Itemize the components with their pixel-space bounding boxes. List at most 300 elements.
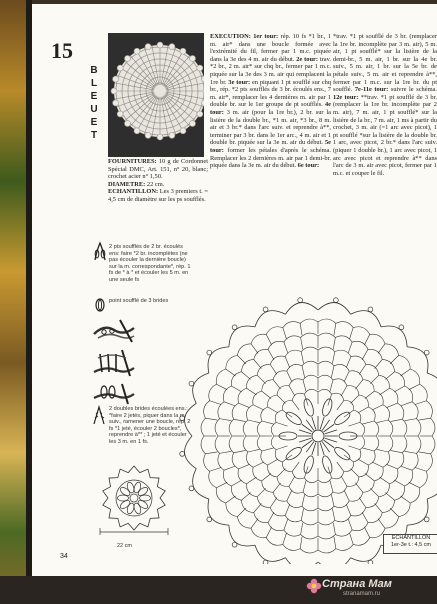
chart-chain-arc: [304, 478, 318, 483]
chart-stitch-post: [344, 410, 354, 417]
chart-stitch-post: [224, 466, 235, 470]
chart-chain-arc: [318, 333, 335, 337]
chart-stitch-post: [283, 533, 287, 544]
chart-chain-arc: [251, 334, 266, 344]
chart-outer-scallop: [255, 311, 285, 327]
chart-stitch-post: [344, 455, 354, 462]
chart-puff-stitch: [284, 410, 303, 427]
doily-photo: [108, 33, 204, 157]
chart-stitch-post: [333, 523, 335, 535]
chart-stitch-post: [273, 483, 280, 492]
chart-chain-arc: [302, 361, 318, 366]
round-5-label: 5e tour:: [210, 139, 331, 154]
chart-stitch-post: [216, 482, 227, 487]
chart-stitch-post: [409, 482, 420, 487]
chart-puff-stitch: [321, 455, 334, 475]
stitch-hand-illustration-1: [92, 316, 136, 346]
chart-chain-arc: [370, 334, 385, 344]
chart-stitch-post: [231, 386, 241, 392]
chart-chain-arc: [271, 422, 276, 436]
sample-value: Les 3 premiers t. = 4,5 cm de diamètre sur les ps soufflés.: [108, 188, 208, 203]
chart-stitch-post: [378, 519, 385, 529]
chart-picot: [399, 325, 404, 330]
chart-picot: [368, 560, 373, 564]
chart-picot: [180, 451, 185, 456]
chart-stitch-post: [266, 527, 271, 538]
chart-chain-arc: [302, 506, 318, 511]
chart-stitch-post: [415, 401, 426, 405]
chart-stitch-post: [224, 402, 235, 406]
chart-stitch-post: [246, 477, 256, 484]
chart-chain-arc: [402, 419, 407, 436]
chart-stitch-post: [300, 537, 302, 549]
small-diagram-outline: [103, 466, 165, 530]
doily-photo-picot: [180, 128, 186, 134]
chart-stitch-post: [350, 328, 354, 339]
chart-stitch-post: [405, 451, 417, 453]
chart-stitch-post: [262, 391, 271, 398]
chart-stitch-post: [237, 508, 245, 516]
chart-stitch-post: [401, 369, 411, 376]
chart-stitch-post: [210, 468, 221, 472]
chart-stitch-post: [419, 452, 431, 454]
chart-chain-arc: [420, 471, 428, 488]
chart-stitch-post: [276, 446, 287, 450]
legend-item-puff: point soufflé de 3 brides: [109, 298, 169, 304]
chart-chain-arc: [431, 436, 435, 454]
chart-stitch-post: [332, 509, 334, 521]
chart-outer-scallop: [185, 403, 197, 436]
chart-outer-scallop: [185, 436, 197, 469]
chart-stitch-post: [337, 400, 344, 410]
chart-stitch-post: [348, 422, 359, 426]
small-doily-outline-diagram: [96, 462, 172, 536]
chart-chain-arc: [237, 344, 251, 356]
chart-stitch-post: [332, 352, 334, 364]
small-diagram-ring: [116, 480, 152, 516]
round-3-label: 3e tour:: [228, 78, 251, 86]
chart-chain-arc: [201, 418, 205, 436]
watermark-brand: Страна Мам: [322, 578, 392, 590]
chart-stitch-post: [268, 349, 274, 359]
chart-stitch-post: [385, 372, 394, 380]
chart-chain-arc: [374, 421, 379, 436]
chart-chain-arc: [416, 436, 420, 453]
doily-photo-picot: [117, 111, 123, 117]
chart-chain-arc: [229, 419, 234, 436]
chart-stitch-post: [341, 476, 347, 486]
chart-stitch-post: [254, 359, 262, 368]
chart-picot: [207, 517, 212, 522]
title-letter: B: [90, 65, 98, 76]
chart-chain-arc: [374, 436, 379, 451]
chart-chain-arc: [318, 506, 334, 511]
chart-picot: [298, 298, 303, 303]
chart-stitch-post: [241, 493, 250, 501]
title-letter: U: [90, 104, 98, 115]
doily-photo-picot: [124, 121, 130, 127]
chart-picot: [232, 542, 237, 547]
chart-picot: [207, 350, 212, 355]
chart-stitch-post: [246, 388, 256, 395]
chart-stitch-post: [239, 464, 250, 469]
page-number: 34: [60, 553, 68, 560]
chart-stitch-post: [401, 466, 412, 470]
chart-chain-arc: [353, 538, 370, 546]
chart-stitch-post: [350, 533, 354, 544]
chart-stitch-post: [270, 498, 277, 508]
chart-chain-arc: [301, 347, 318, 352]
chart-stitch-post: [237, 355, 245, 363]
chart-stitch-post: [248, 449, 260, 452]
round-4-label: 4e tour:: [210, 101, 331, 116]
chart-stitch-post: [257, 375, 265, 383]
diameter-value: 22 cm.: [145, 180, 165, 188]
materials-value: 10 g de Cordonnet Spécial DMC, Art. 151, n° 20, blanc; crochet acier n° 1,50.: [108, 158, 208, 181]
chart-stitch-post: [351, 395, 359, 403]
chart-stitch-post: [282, 455, 292, 462]
instructions-column-2: [333, 33, 437, 248]
doily-photo-picot: [190, 55, 196, 61]
chart-stitch-post: [377, 420, 389, 423]
doily-photo-picot: [113, 100, 119, 106]
small-diagram-center: [130, 494, 138, 502]
chart-stitch-post: [346, 357, 351, 368]
chart-stitch-post: [391, 450, 403, 452]
chart-chain-arc: [285, 350, 301, 356]
flower-photo-strip: [0, 0, 26, 604]
chart-stitch-post: [268, 459, 278, 465]
chart-stitch-post: [364, 527, 369, 538]
chart-stitch-post: [257, 488, 265, 496]
doily-photo-picot: [145, 44, 151, 50]
chart-stitch-post: [284, 342, 288, 353]
doily-photo-picot: [169, 132, 175, 138]
chart-outer-scallop: [318, 303, 351, 315]
chart-picot: [263, 307, 268, 312]
chart-stitch-post: [394, 386, 404, 392]
chart-chain-arc: [416, 419, 420, 436]
chart-stitch-post: [251, 519, 258, 529]
chart-chain-arc: [335, 515, 351, 521]
chart-stitch-post: [385, 493, 394, 501]
chart-chain-arc: [385, 344, 399, 356]
chart-stitch-post: [268, 407, 278, 413]
chart-stitch-ray: [325, 438, 337, 442]
doily-photo-picot: [124, 55, 130, 61]
chart-chain-arc: [388, 420, 393, 436]
chart-stitch-post: [234, 419, 246, 421]
chart-stitch-ray: [299, 438, 311, 442]
chart-outer-scallop: [193, 469, 209, 499]
chart-chain-arc: [304, 389, 318, 394]
execution-label: EXECUTION: 1er tour:: [210, 33, 279, 40]
round-7-11-text: suivre le schéma.: [388, 86, 437, 94]
chart-stitch-post: [362, 349, 368, 359]
chart-chain-arc: [226, 503, 238, 517]
chart-chain-arc: [410, 488, 420, 503]
title-letter: E: [90, 91, 98, 102]
chart-picot: [189, 381, 194, 386]
chart-chain-arc: [216, 369, 226, 384]
chart-chain-arc: [335, 350, 351, 356]
chart-stitch-post: [359, 364, 366, 374]
chart-stitch-post: [285, 504, 290, 515]
stitch-hand-illustration-3: [92, 382, 136, 406]
chart-stitch-post: [375, 503, 383, 512]
chart-stitch-ray: [299, 430, 311, 434]
chart-stitch-post: [226, 369, 236, 376]
chart-stitch-post: [301, 523, 303, 535]
chart-stitch-post: [409, 384, 420, 389]
chart-chain-arc: [399, 355, 411, 369]
chart-chain-arc: [257, 436, 262, 451]
chart-chain-arc: [209, 384, 217, 401]
chart-stitch-post: [253, 405, 264, 410]
chart-stitch-post: [303, 480, 306, 492]
chart-stitch-post: [210, 401, 221, 405]
chart-chain-arc: [204, 401, 210, 418]
chart-stitch-post: [273, 380, 280, 389]
chart-stitch-post: [277, 469, 285, 477]
small-diagram-petal: [126, 502, 135, 514]
chart-stitch-post: [262, 473, 271, 480]
chart-chain-arc: [266, 538, 283, 546]
stitch-hand-illustration-2: [92, 348, 136, 380]
chart-chain-arc: [385, 517, 399, 529]
chart-stitch-post: [365, 473, 374, 480]
chart-puff-stitch: [284, 445, 303, 462]
doily-photo-drawing: [108, 33, 204, 157]
chart-chain-arc: [204, 454, 210, 471]
chart-chain-arc: [318, 389, 332, 394]
chart-stitch-post: [220, 451, 232, 453]
chart-stitch-post: [362, 512, 368, 522]
chart-stitch-post: [362, 448, 374, 451]
chart-stitch-post: [282, 410, 292, 417]
chart-stitch-post: [220, 419, 232, 421]
chart-stitch-post: [377, 449, 389, 452]
doily-photo-picot: [197, 111, 203, 117]
chart-outer-scallop: [193, 373, 209, 403]
chart-chain-arc: [209, 471, 217, 488]
chart-stitch-post: [380, 388, 390, 395]
chart-chain-arc: [243, 420, 248, 436]
title-letter: T: [90, 130, 98, 141]
chart-stitch-post: [370, 375, 378, 383]
chart-stitch-post: [241, 372, 250, 380]
chart-picot: [180, 416, 185, 421]
chart-stitch-post: [303, 380, 306, 392]
chart-chain-arc: [229, 436, 234, 453]
doily-photo-picot: [134, 48, 140, 54]
chart-chain-arc: [318, 347, 335, 352]
chart-stitch-post: [301, 509, 303, 521]
chart-stitch-post: [285, 357, 290, 368]
chart-stitch-post: [292, 462, 299, 472]
chart-chain-arc: [232, 403, 238, 419]
sample-label: ECHANTILLON:: [108, 188, 159, 196]
chart-stitch-post: [253, 462, 264, 467]
chart-stitch-post: [362, 421, 374, 424]
doily-photo-picot: [113, 76, 119, 82]
chart-stitch-post: [378, 344, 385, 354]
chart-chain-arc: [232, 453, 238, 469]
chart-chain-arc: [426, 454, 432, 471]
chart-stitch-ray: [312, 417, 316, 429]
chart-stitch-post: [364, 334, 369, 345]
chart-chain-arc: [215, 419, 219, 436]
chart-stitch-post: [270, 364, 277, 374]
chart-stitch-post: [415, 468, 426, 472]
chart-stitch-post: [337, 462, 344, 472]
round-5-text: former les pétales d'après le schéma. Remplacer les 2 dernières m. air par 1 demi-br. piquée dans la 3e m. air du début.: [210, 146, 331, 170]
chart-stitch-post: [348, 446, 359, 450]
chart-outer-scallop: [427, 469, 437, 499]
chart-stitch-post: [289, 476, 295, 486]
chart-stitch-post: [346, 504, 351, 515]
doily-photo-picot: [134, 128, 140, 134]
chart-stitch-post: [405, 419, 417, 421]
round-2-label: 2e tour:: [296, 55, 319, 63]
round-1-text: rép. 10 fs *1 br., 1 m. air* dans une boucle formée avec l'extrémité du fil, fermer par 1 m.c. piquée dans la 3e des 4 m. air du début.: [210, 33, 331, 63]
title-letter: E: [90, 117, 98, 128]
chart-picot: [189, 486, 194, 491]
chart-outer-scallop: [318, 558, 351, 564]
chart-stitch-post: [391, 419, 403, 421]
small-diagram-petal: [126, 481, 135, 493]
round-4-text: 3 m. air (pour la 1re br.), 2 br. sur la lisière de la double br., *1 m. air, *3 br., 8 m. air et 3 br.* dans l'arc suiv. et reprendre à**, terminer par 3 br. dans le 1er arc., 4 m. air et 1 double br. piquée sur la 3e m. air du début.: [210, 108, 331, 147]
chart-stitch-ray: [312, 443, 316, 455]
title-letter: L: [90, 78, 98, 89]
chart-chain-arc: [420, 384, 428, 401]
chart-chain-arc: [426, 401, 432, 418]
chart-puff-stitch: [321, 398, 334, 418]
chart-chain-arc: [251, 528, 266, 538]
chart-stitch-post: [248, 420, 260, 423]
chart-chain-arc: [285, 515, 301, 521]
chart-chain-arc: [318, 319, 336, 323]
chart-chain-arc: [303, 492, 318, 497]
diameter-label: DIAMETRE:: [108, 180, 146, 188]
crochet-stitch-chart: [166, 264, 437, 564]
chart-stitch-post: [234, 450, 246, 452]
chart-stitch-ray: [320, 443, 324, 455]
watermark-url: stranamam.ru: [343, 591, 381, 597]
doily-photo-picot: [197, 65, 203, 71]
legend-item-double-treble: 2 doubles brides écoulées ens.: *faire 2 jetés, piquer dans la m. suiv., ramener une boucle, rép. 2 fs *1 jeté, écouler 2 boucles*, reprendre à** ; 1 jeté et écouler les 3 m. en 1 fs.: [109, 406, 191, 445]
chart-stitch-post: [386, 464, 397, 469]
chart-chain-arc: [303, 375, 318, 380]
chart-chain-arc: [243, 436, 248, 452]
round-6-label: 6e tour:: [297, 162, 320, 170]
chart-outer-scallop: [285, 303, 318, 315]
chart-puff-stitch: [333, 410, 352, 427]
chart-chain-arc: [399, 503, 411, 517]
chart-stitch-post: [226, 496, 236, 503]
doily-photo-picot: [117, 65, 123, 71]
chart-chain-arc: [300, 549, 318, 553]
chart-stitch-post: [205, 418, 217, 420]
chart-stitch-post: [331, 495, 334, 507]
chart-stitch-post: [239, 403, 250, 408]
chart-stitch-post: [266, 334, 271, 345]
chart-chain-arc: [360, 422, 365, 436]
pattern-number: 15: [51, 38, 73, 63]
chart-stitch-post: [284, 519, 288, 530]
chart-stitch-post: [390, 355, 398, 363]
chart-stitch-post: [370, 488, 378, 496]
chart-picot: [263, 560, 268, 564]
round-2-text: trav. *2 br., 2 m. air* sur chq br., fermer par 1 m.c. piquée sur la 3e des 3 m. air qui remplacent la 1re br.: [210, 55, 331, 86]
double-treble-cluster-symbol: [92, 404, 106, 426]
chart-stitch-post: [348, 519, 352, 530]
chart-chain-arc: [318, 478, 332, 483]
instructions-column-1: [210, 33, 331, 248]
chart-stitch-post: [386, 403, 397, 408]
chart-stitch-post: [344, 371, 349, 382]
materials-text: [108, 158, 208, 236]
chart-stitch-post: [351, 469, 359, 477]
chart-chain-arc: [300, 319, 318, 323]
chart-stitch-ray: [320, 417, 324, 429]
chart-stitch-post: [390, 508, 398, 516]
chart-stitch-post: [331, 366, 334, 378]
chart-stitch-post: [380, 477, 390, 484]
small-diagram-dimension: 22 cm: [117, 543, 132, 549]
round-12-text: **trav. *1 pt soufflé de 3 br. (remplacer la 1re br. incomplète par 2 m. air), 7 m. air, 1 pt soufflé* sur la lisière de la br., 7 m. air, 1 ms à partir du crochet, 3 m. air (=1 arc avec picot), 1 pt soufflé *sur la lisière de la double br. 1 arc, avec picot, 2 br.* dans l'arc suiv. (piquer 1 double br.), 1 arc avec picot, 1 arc avec picot et reprendre à** dans l'arc de 3 m. air avec picot, fermer par 1 m.c. et couper le fil.: [333, 93, 437, 177]
round-7-11-label: 7e-11e tour:: [354, 86, 389, 94]
chart-stitch-post: [292, 400, 299, 410]
legend-item-two-puff: 2 pts soufflés de 2 br. écoulés ens: faire *2 br. incomplètes (ne pas écouler la dernière boucle) sur la m. correspondante*, rép. 1 fs de * à * et écouler les 5 m. en une seule fs: [109, 244, 191, 283]
chart-chain-arc: [266, 327, 283, 335]
chart-stitch-post: [375, 359, 383, 368]
chart-stitch-post: [262, 448, 274, 451]
round-3-text: en piquant 1 pt soufflé sur chq br., rép. *2 pts soufflés de 3 br. écoulés ens., 7 m. air*, remplacer les 4 dernières m. air par 1 double br. sur le 1er groupe de pt soufflés.: [210, 78, 331, 109]
sample-size-box: [383, 534, 437, 554]
chart-chain-arc: [353, 327, 370, 335]
doily-photo-picot: [157, 134, 163, 140]
round-6-text: *trav. *1 pt soufflé de 3 br. (remplacer la 1re br. incomplète par 3 m. air), 5 m. air, 1 pt soufflé* sur la lisière de la demi-br., 5 m. air, 1 br. sur la 4e br. suiv., 5 m. air, 1 br. sur la 5e br. de pétale suiv., 5 m. air et reprendre à**, fermer par 1 m.c. sur la 1re br. du pt soufflé.: [333, 33, 437, 94]
chart-stitch-post: [254, 503, 262, 512]
chart-stitch-post: [358, 459, 368, 465]
chart-stitch-post: [205, 452, 217, 454]
chart-stitch-post: [302, 495, 305, 507]
chart-stitch-post: [268, 512, 274, 522]
chart-stitch-post: [419, 418, 431, 420]
chart-stitch-post: [302, 366, 305, 378]
small-diagram-petal: [133, 481, 142, 493]
chart-stitch-post: [276, 422, 287, 426]
chart-chain-arc: [283, 322, 300, 328]
chart-chain-arc: [431, 418, 435, 436]
chart-chain-arc: [336, 322, 353, 328]
chart-stitch-post: [277, 395, 285, 403]
sample-box-label: ECHANTILLON: [391, 535, 431, 541]
chart-stitch-post: [334, 537, 336, 549]
chart-stitch-post: [300, 323, 302, 335]
chart-picot: [424, 517, 429, 522]
chart-chain-arc: [318, 549, 336, 553]
chart-stitch-post: [344, 490, 349, 501]
chart-stitch-post: [287, 371, 292, 382]
chart-picot: [333, 298, 338, 303]
chart-puff-stitch: [333, 445, 352, 462]
chart-chain-arc: [216, 488, 226, 503]
two-puff-stitch-symbol: [92, 240, 108, 262]
chart-stitch-post: [231, 480, 241, 486]
round-12-label: 12e tour:: [333, 93, 359, 101]
